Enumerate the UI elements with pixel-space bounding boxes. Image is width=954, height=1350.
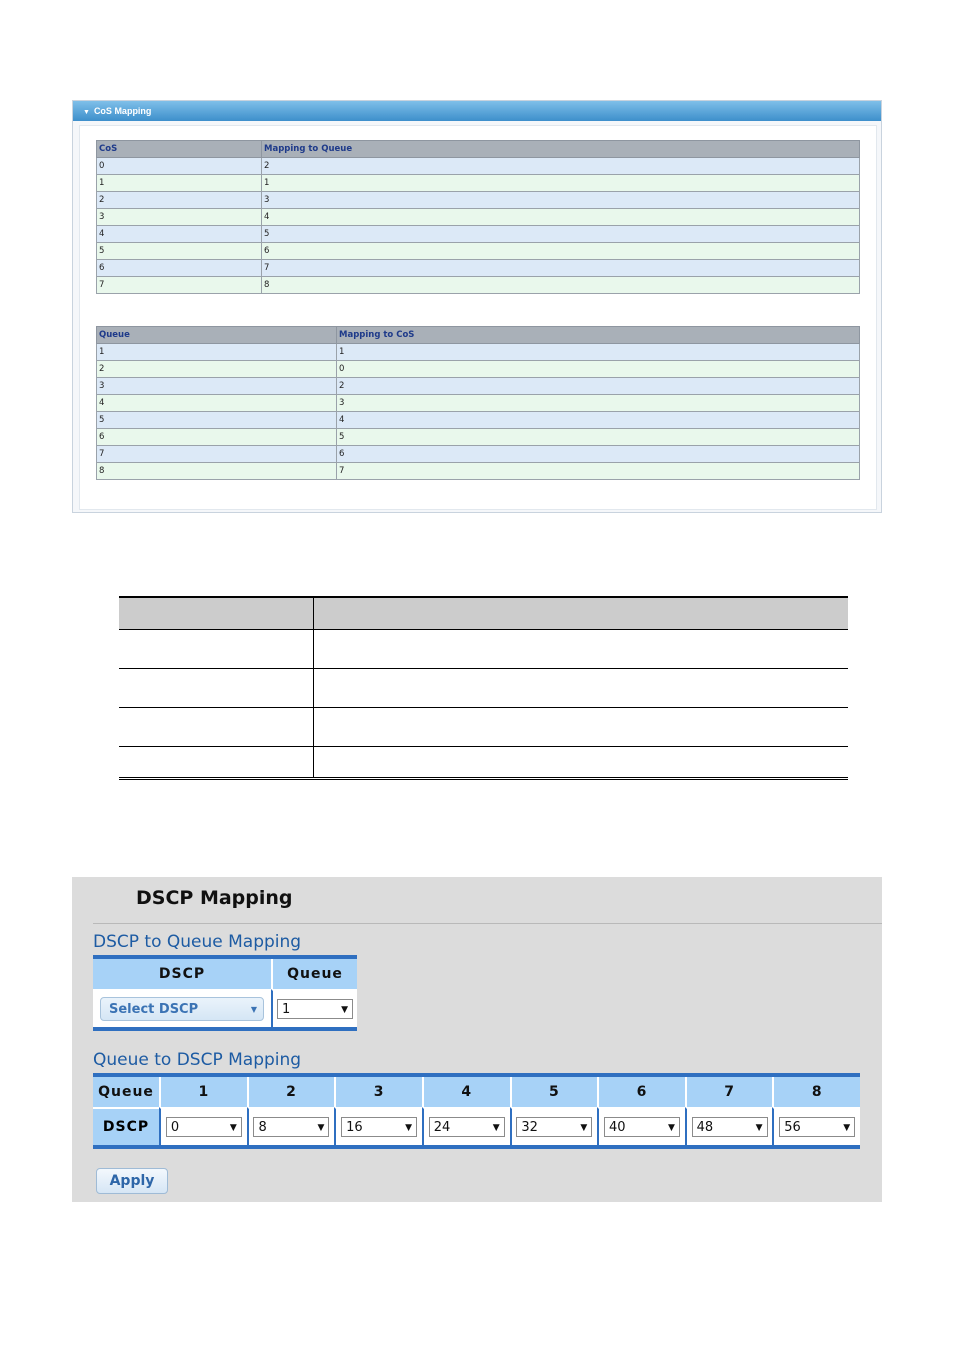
page-title: DSCP Mapping (136, 887, 293, 909)
cos-mapping-header[interactable] (73, 101, 881, 121)
queue-column-header: Queue (97, 327, 337, 344)
queue-table-row (97, 395, 860, 412)
dscp-cell-queue-3 (334, 1107, 422, 1145)
cos-table-row (97, 226, 860, 243)
dropdown-arrow-icon: ▼ (843, 1123, 851, 1134)
cos-mapping-body (79, 125, 877, 510)
table-cell: 2 (262, 158, 860, 175)
table-cell: 1 (97, 175, 262, 192)
table-cell: 1 (262, 175, 860, 192)
dscp-dropdown-value: 32 (521, 1120, 538, 1136)
description-table-row (119, 629, 848, 668)
dscp-dropdown-queue-8[interactable] (779, 1117, 855, 1137)
dscp-dropdown-value: 40 (608, 1120, 626, 1136)
cos-mapping-panel (72, 100, 882, 513)
queue-column-header: Queue (271, 959, 357, 989)
table-cell: 1 (337, 344, 860, 361)
select-dscp-dropdown[interactable] (100, 997, 264, 1021)
dropdown-arrow-icon: ▼ (580, 1123, 588, 1134)
table-cell: 2 (337, 378, 860, 395)
dscp-dropdown-queue-3[interactable] (341, 1117, 417, 1137)
dscp-to-queue-title: DSCP to Queue Mapping (93, 932, 302, 952)
table-cell: 3 (97, 378, 337, 395)
cos-to-queue-table (96, 140, 860, 294)
table-cell: 3 (262, 192, 860, 209)
dropdown-arrow-icon: ▼ (341, 1005, 348, 1016)
title-divider (93, 923, 882, 924)
queue-header-3: 3 (334, 1077, 422, 1107)
table-cell: 5 (97, 412, 337, 429)
table-cell: 7 (97, 446, 337, 463)
cos-table-row (97, 209, 860, 226)
dscp-dropdown-value: 16 (346, 1120, 363, 1136)
table-cell: 8 (262, 277, 860, 294)
cos-table-row (97, 158, 860, 175)
table-cell: 7 (337, 463, 860, 480)
dscp-dropdown-queue-6[interactable] (604, 1117, 680, 1137)
table-cell: 5 (97, 243, 262, 260)
mapping-to-cos-column-header: Mapping to CoS (337, 327, 860, 344)
queue-header-5: 5 (510, 1077, 598, 1107)
dropdown-arrow-icon: ▼ (755, 1123, 763, 1134)
dscp-column-header: DSCP (93, 959, 271, 989)
description-table-row (119, 707, 848, 746)
cos-column-header: CoS (97, 141, 262, 158)
cos-table-row (97, 277, 860, 294)
queue-table-row (97, 412, 860, 429)
queue-table-row (97, 378, 860, 395)
description-table (119, 596, 848, 780)
dscp-select-cell (93, 989, 271, 1027)
table-cell: 2 (97, 192, 262, 209)
table-cell: 5 (262, 226, 860, 243)
table-cell: 6 (97, 260, 262, 277)
queue-table-row (97, 446, 860, 463)
collapse-triangle-icon[interactable]: ▼ (83, 109, 90, 116)
queue-table-row (97, 463, 860, 480)
dscp-dropdown-queue-1[interactable] (166, 1117, 242, 1137)
dropdown-arrow-icon: ▼ (250, 1005, 257, 1014)
queue-table-row (97, 429, 860, 446)
queue-dropdown[interactable] (277, 999, 353, 1019)
queue-header-2: 2 (247, 1077, 335, 1107)
queue-table-row (97, 344, 860, 361)
table-cell: 6 (262, 243, 860, 260)
cos-table-row (97, 260, 860, 277)
table-cell: 3 (97, 209, 262, 226)
cos-table-row (97, 192, 860, 209)
dscp-cell-queue-2 (247, 1107, 335, 1145)
table-cell: 1 (97, 344, 337, 361)
dscp-cell-queue-7 (685, 1107, 773, 1145)
dscp-dropdown-queue-5[interactable] (516, 1117, 592, 1137)
cos-table-row (97, 175, 860, 192)
queue-to-dscp-title: Queue to DSCP Mapping (93, 1050, 302, 1070)
dscp-cell-queue-6 (597, 1107, 685, 1145)
dscp-cell-queue-1 (159, 1107, 247, 1145)
table-cell: 2 (97, 361, 337, 378)
description-table-row (119, 668, 848, 707)
queue-header-8: 8 (772, 1077, 860, 1107)
select-dscp-value: Select DSCP (109, 1002, 199, 1017)
queue-select-cell (271, 989, 357, 1027)
dscp-row-header: DSCP (93, 1107, 159, 1145)
table-cell: 0 (337, 361, 860, 378)
table-cell: 4 (97, 395, 337, 412)
dscp-cell-queue-4 (422, 1107, 510, 1145)
dscp-dropdown-value: 56 (784, 1120, 801, 1136)
dscp-dropdown-queue-2[interactable] (253, 1117, 329, 1137)
description-table-header (119, 596, 848, 629)
queue-to-cos-table (96, 326, 860, 480)
table-cell: 5 (337, 429, 860, 446)
table-cell: 7 (97, 277, 262, 294)
dropdown-arrow-icon: ▼ (668, 1123, 675, 1134)
queue-to-dscp-table (93, 1073, 860, 1149)
table-cell: 0 (97, 158, 262, 175)
dscp-dropdown-queue-7[interactable] (692, 1117, 768, 1137)
dscp-dropdown-value: 48 (696, 1120, 714, 1136)
dscp-to-queue-table (93, 955, 357, 1031)
table-cell: 4 (97, 226, 262, 243)
table-cell: 6 (337, 446, 860, 463)
dropdown-arrow-icon: ▼ (229, 1123, 237, 1134)
dscp-dropdown-value: 8 (258, 1120, 267, 1136)
dropdown-arrow-icon: ▼ (317, 1123, 325, 1134)
description-table-row (119, 746, 848, 780)
dscp-cell-queue-5 (510, 1107, 598, 1145)
dscp-dropdown-value: 24 (433, 1120, 451, 1136)
apply-button[interactable]: Apply (96, 1168, 168, 1194)
queue-header-1: 1 (159, 1077, 247, 1107)
queue-dropdown-value: 1 (282, 1002, 291, 1018)
dropdown-arrow-icon: ▼ (405, 1123, 413, 1134)
table-cell: 7 (262, 260, 860, 277)
queue-header-4: 4 (422, 1077, 510, 1107)
table-cell: 3 (337, 395, 860, 412)
table-cell: 4 (262, 209, 860, 226)
table-cell: 6 (97, 429, 337, 446)
dscp-cell-queue-8 (772, 1107, 860, 1145)
queue-row-header: Queue (93, 1077, 159, 1107)
queue-header-7: 7 (685, 1077, 773, 1107)
cos-mapping-title: CoS Mapping (93, 106, 152, 116)
dscp-mapping-panel (72, 877, 882, 1202)
table-cell: 4 (337, 412, 860, 429)
dscp-dropdown-value: 0 (170, 1120, 180, 1136)
queue-table-row (97, 361, 860, 378)
dropdown-arrow-icon: ▼ (492, 1123, 500, 1134)
cos-table-row (97, 243, 860, 260)
queue-header-6: 6 (597, 1077, 685, 1107)
table-cell: 8 (97, 463, 337, 480)
dscp-dropdown-queue-4[interactable] (429, 1117, 505, 1137)
mapping-to-queue-column-header: Mapping to Queue (262, 141, 860, 158)
